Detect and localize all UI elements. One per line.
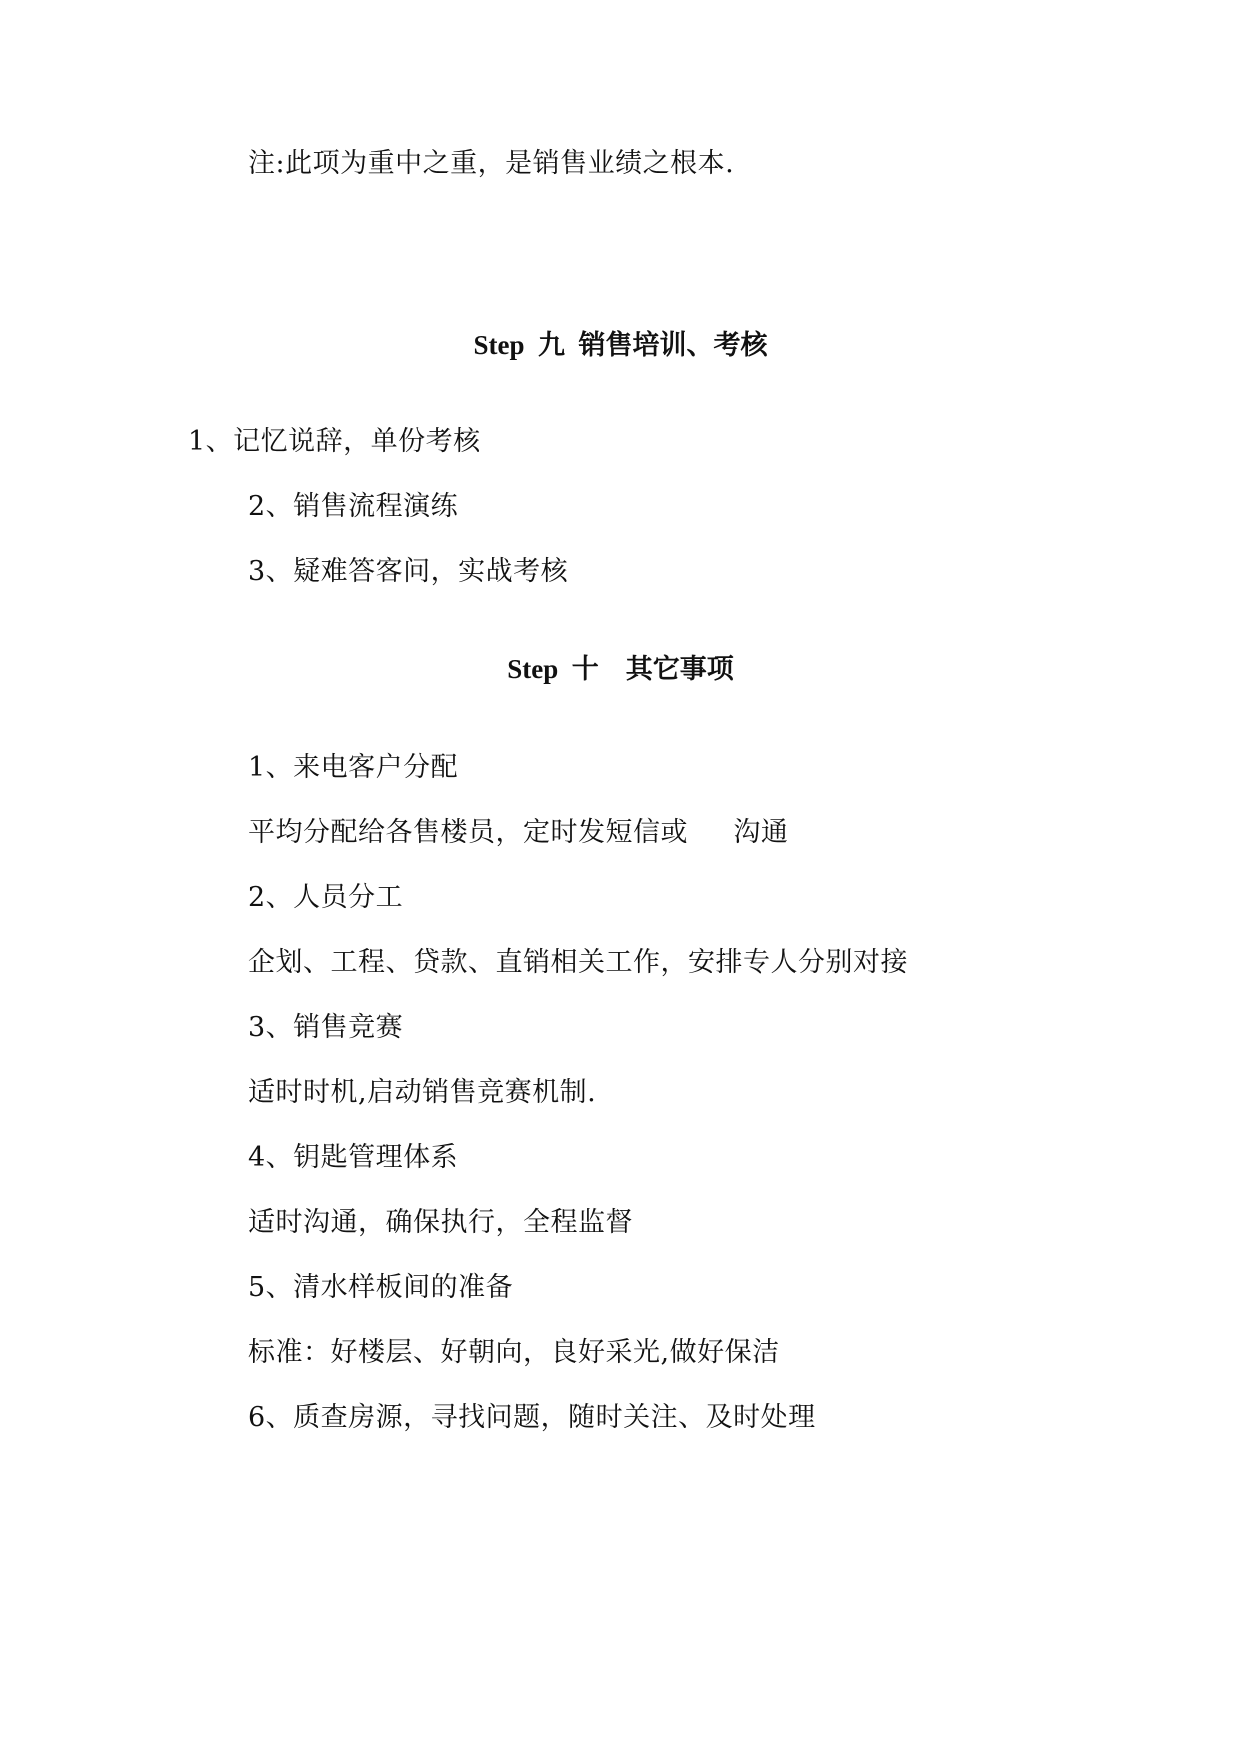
section10-line-2: 平均分配给各售楼员，定时发短信或 沟通 [248, 817, 789, 848]
section10-line-5: 3、销售竞赛 [248, 1012, 404, 1043]
section9-item-2: 2、销售流程演练 [248, 491, 459, 522]
section10-line-4: 企划、工程、贷款、直销相关工作，安排专人分别对接 [248, 947, 908, 978]
section9-heading: Step 九 销售培训、考核 [473, 330, 768, 360]
section10-line-1: 1、来电客户分配 [248, 752, 459, 783]
section10-line-3: 2、人员分工 [248, 882, 404, 913]
section9-item-1: 1、记忆说辞，单份考核 [188, 426, 481, 457]
section10-line-10: 标准：好楼层、好朝向，良好采光,做好保洁 [248, 1337, 780, 1368]
section10-line-6: 适时时机,启动销售竞赛机制. [248, 1077, 597, 1108]
section10-line-7: 4、钥匙管理体系 [248, 1142, 459, 1173]
section9-item-3: 3、疑难答客问，实战考核 [248, 556, 569, 587]
section10-heading: Step 十 其它事项 [507, 654, 734, 684]
note-line: 注:此项为重中之重，是销售业绩之根本. [248, 148, 735, 179]
section10-line-9: 5、清水样板间的准备 [248, 1272, 514, 1303]
section10-line-8: 适时沟通，确保执行，全程监督 [248, 1207, 633, 1238]
section10-line-11: 6、质查房源，寻找问题，随时关注、及时处理 [248, 1402, 816, 1433]
